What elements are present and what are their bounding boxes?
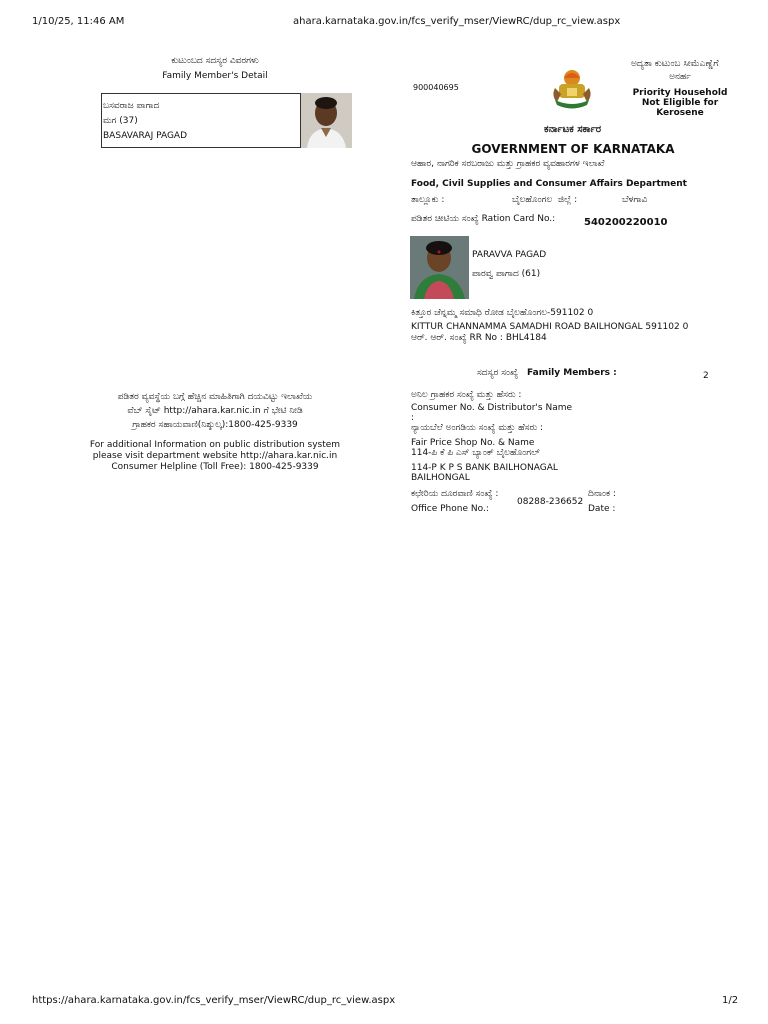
consumer-label-en: Consumer No. & Distributor's Name	[411, 403, 573, 413]
category-kn-2: ಅನರ್ಹ	[669, 72, 691, 82]
print-datetime: 1/10/25, 11:46 AM	[32, 16, 125, 27]
government-title-kn: ಕರ್ನಾಟಕ ಸರ್ಕಾರ	[543, 124, 602, 135]
info-en-line-3: Consumer Helpline (Toll Free): 1800-425-9339	[111, 462, 319, 472]
member-name-en: BASAVARAJ PAGAD	[103, 131, 188, 141]
rr-number: ಆರ್. ಆರ್. ಸಂಖ್ಯೆ RR No : BHL4184	[411, 333, 547, 343]
office-phone-value: 08288-236652	[517, 497, 584, 507]
card-id: 900040695	[413, 83, 459, 92]
category-kn: ಅದ್ಯತಾ ಕುಟುಂಬ ಸೀಮೆಎಣ್ಣೆಗೆ	[631, 59, 719, 69]
taluk-value: ಬೈಲಹೊಂಗಲ	[512, 195, 553, 205]
ration-card-label: ಪಡಿತರ ಚೀಟಿಯ ಸಂಖ್ಯೆ Ration Card No.:	[411, 214, 556, 224]
district-value: ಬೆಳಗಾವಿ	[622, 195, 648, 205]
member-photo	[301, 93, 352, 148]
fps-label-kn: ನ್ಯಾಯಬೆಲೆ ಅಂಗಡಿಯ ಸಂಖ್ಯೆ ಮತ್ತು ಹೆಸರು :	[411, 423, 544, 433]
fps-label-en: Fair Price Shop No. & Name	[411, 438, 535, 448]
family-members-count: 2	[703, 371, 709, 381]
category-en-1: Priority Household	[632, 88, 728, 98]
consumer-value-separator: :	[411, 413, 415, 423]
info-en-line-2: please visit department website http://ahara.kar.nic.in	[92, 451, 338, 461]
department-en: Food, Civil Supplies and Consumer Affairs Department	[411, 179, 687, 189]
info-kn-line-2: ವೆಬ್ ಸೈಟ್ http://ahara.kar.nic.in ಗೆ ಭೇಟಿ ನೀಡಿ	[127, 406, 303, 416]
info-en-line-1: For additional Information on public distribution system	[89, 440, 341, 450]
category-en-2: Not Eligible for	[641, 98, 719, 108]
karnataka-emblem-icon	[551, 66, 593, 110]
department-kn: ಆಹಾರ, ನಾಗರಿಕ ಸರಬರಾಜು ಮತ್ತು ಗ್ರಾಹಕರ ವ್ಯವಹಾರಗಳ ಇಲಾಖೆ	[411, 159, 605, 169]
family-detail-title-kn: ಕುಟುಂಬದ ಸದಸ್ಯರ ವಿವರಗಳು	[171, 56, 259, 66]
family-detail-title-en: Family Member's Detail	[162, 71, 268, 81]
family-members-label-en: Family Members :	[527, 368, 617, 378]
info-kn-line-1: ಪಡಿತರ ವ್ಯವಸ್ಥೆಯ ಬಗ್ಗೆ ಹೆಚ್ಚಿನ ಮಾಹಿತಿಗಾಗಿ ದಯವಿಟ್ಟು ಇಲಾಖೆಯ	[117, 392, 313, 402]
address-kn: ಕಿತ್ತೂರ ಚೆನ್ನಮ್ಮ ಸಮಾಧಿ ರೋಡ ಬೈಲಹೊಂಗಲ-591102 0	[411, 308, 594, 318]
print-url-header: ahara.karnataka.gov.in/fcs_verify_mser/ViewRC/dup_rc_view.aspx	[293, 16, 621, 27]
fps-value-en-2: BAILHONGAL	[411, 473, 470, 483]
fps-value-en-1: 114-P K P S BANK BAILHONAGAL	[411, 463, 558, 473]
card-holder-photo	[410, 236, 469, 299]
page-number: 1/2	[722, 995, 739, 1006]
date-label-en: Date :	[588, 504, 616, 514]
date-label-kn: ದಿನಾಂಕ :	[588, 489, 616, 499]
ration-card-number: 540200220010	[584, 217, 668, 228]
category-en-3: Kerosene	[656, 108, 704, 118]
info-kn-line-3: ಗ್ರಾಹಕರ ಸಹಾಯವಾಣಿ(ನಿಶ್ಶುಲ್ಕ):1800-425-9339	[132, 420, 298, 430]
district-label: ಜಿಲ್ಲೆ :	[558, 195, 578, 205]
government-title-en: GOVERNMENT OF KARNATAKA	[471, 142, 675, 156]
office-phone-label-kn: ಕಛೇರಿಯ ದೂರವಾಣಿ ಸಂಖ್ಯೆ :	[411, 489, 499, 499]
fps-value-kn: 114-ಪಿ ಕೆ ಪಿ ಎಸ್ ಬ್ಯಾಂಕ್ ಬೈಲಹೊಂಗಲ್	[411, 448, 540, 458]
member-name-kn: ಬಸವರಾಜ ಪಾಗಾದ	[103, 101, 160, 111]
taluk-label: ತಾಲ್ಲೂಕು :	[411, 195, 445, 205]
holder-name-kn: ಪಾರವ್ವ ಪಾಗಾದ (61)	[472, 269, 541, 279]
consumer-label-kn: ಅನಿಲ ಗ್ರಾಹಕರ ಸಂಖ್ಯೆ ಮತ್ತು ಹೆಸರು :	[411, 390, 522, 400]
print-url-footer: https://ahara.karnataka.gov.in/fcs_verify_mser/ViewRC/dup_rc_view.aspx	[32, 995, 396, 1006]
holder-name-en: PARAVVA PAGAD	[472, 250, 547, 260]
address-en: KITTUR CHANNAMMA SAMADHI ROAD BAILHONGAL 591102 0	[411, 322, 689, 332]
office-phone-label-en: Office Phone No.:	[411, 504, 489, 514]
family-members-label-kn: ಸದಸ್ಯರ ಸಂಖ್ಯೆ	[477, 368, 519, 378]
member-relation-age: ಮಗ (37)	[103, 116, 138, 126]
